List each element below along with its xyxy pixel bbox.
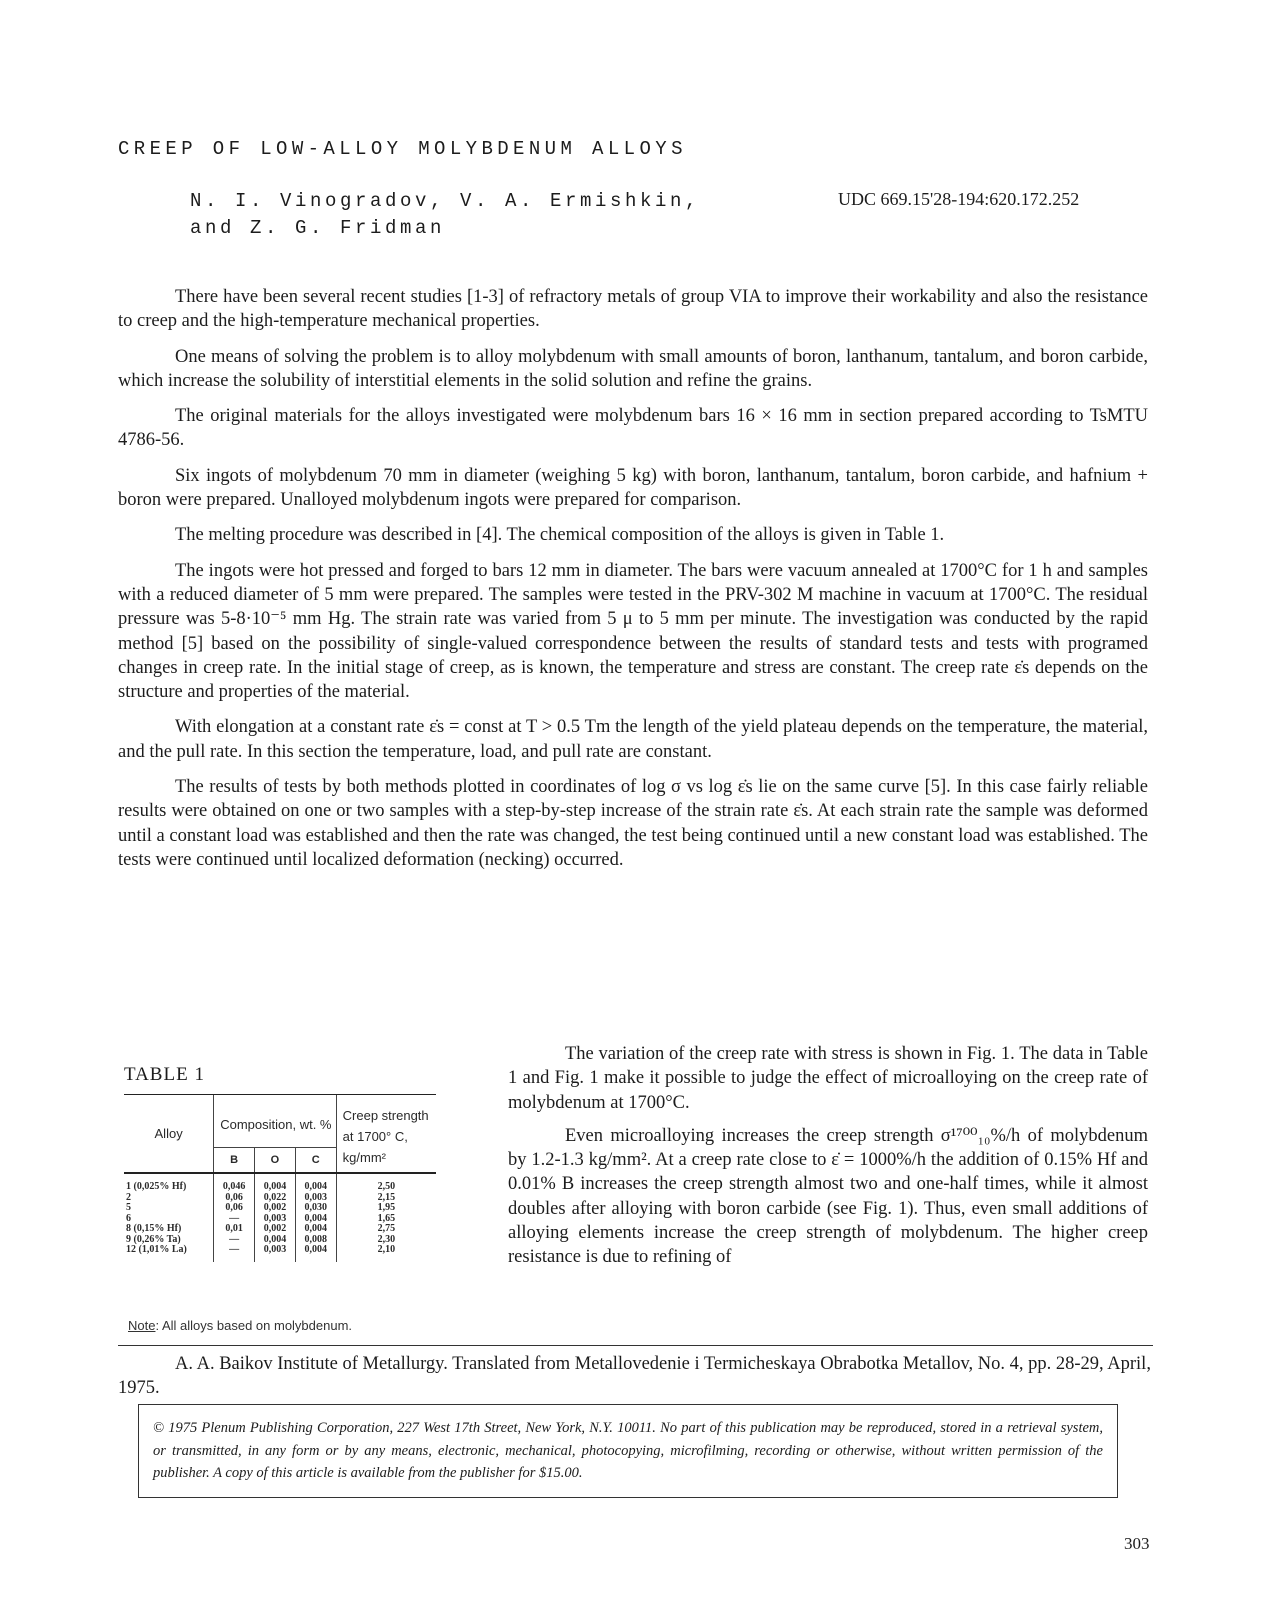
copyright-box: © 1975 Plenum Publishing Corporation, 227 West 17th Street, New York, N.Y. 10011. No part of this publication may be reproduced, stored in a retrieval system, or transmitted, in any form or by any means, electronic, mechanical, photocopying, microfilming, recording or otherwise, without written permission of the publisher. A copy of this article is available from the publisher for $15.00. [138, 1404, 1118, 1498]
cell-o: 0,002 [255, 1203, 296, 1214]
composition-table [124, 1094, 436, 1262]
paragraph: The ingots were hot pressed and forged to bars 12 mm in diameter. The bars were vacuum annealed at 1700°C for 1 h and samples with a reduced diameter of 5 mm were prepared. The samples were tested in the PRV-302 M machine in vacuum at 1700°C. The residual pressure was 5-8·10⁻⁵ mm Hg. The strain rate was varied from 5 μ to 5 mm per minute. The investigation was conducted by the rapid method [5] based on the possibility of single-valued correspondence between the results of standard tests and tests with programed changes in creep rate. In the initial stage of creep, as is known, the temperature and stress are constant. The creep rate ε̇s depends on the structure and properties of the material. [118, 560, 1148, 703]
authors-line-1: N. I. Vinogradov, V. A. Ermishkin, [190, 190, 701, 212]
cell-o: 0,022 [255, 1193, 296, 1204]
paragraph: The variation of the creep rate with stress is shown in Fig. 1. The data in Table 1 and Fig. 1 make it possible to judge the effect of microalloying on the creep rate of molybdenum at 1700°C. [508, 1044, 1148, 1113]
paragraph: The original materials for the alloys investigated were molybdenum bars 16 × 16 mm in section prepared according to TsMTU 4786-56. [118, 406, 1148, 451]
cell-creep: 2,10 [336, 1245, 436, 1262]
page-number: 303 [1124, 1534, 1150, 1553]
header-composition: Composition, wt. % [214, 1095, 336, 1148]
table-row [124, 1245, 436, 1262]
cell-alloy: 12 (1,01% La) [126, 1244, 187, 1255]
footnote-rule [118, 1345, 1153, 1346]
cell-creep: 2,75 [336, 1224, 436, 1235]
cell-c: 0,008 [295, 1235, 336, 1246]
cell-creep: 2,50 [336, 1173, 436, 1193]
paragraph: Even microalloying increases the creep strength σ¹⁷⁰⁰₁₀%/h of molybdenum by 1.2-1.3 kg/mm². At a creep rate close to ε̇ = 1000%/h the addition of 0.15% Hf and 0.01% B increases the creep strength almost two and one-half times, while it almost doubles after alloying with boron carbide (see Fig. 1). Thus, even small additions of alloying elements increase the creep strength of molybdenum. The higher creep resistance is due to refining of [508, 1125, 1148, 1268]
cell-alloy: 5 [126, 1202, 131, 1213]
right-column-text [508, 1042, 1148, 1279]
header-c: C [295, 1148, 336, 1174]
body-text [118, 285, 1148, 872]
table-row [124, 1173, 436, 1193]
paper-title: CREEP OF LOW-ALLOY MOLYBDENUM ALLOYS [118, 138, 687, 160]
paragraph: One means of solving the problem is to alloy molybdenum with small amounts of boron, lanthanum, tantalum, and boron carbide, which increase the solubility of interstitial elements in the solid solution and refine the grains. [118, 346, 1148, 391]
cell-c: 0,004 [295, 1245, 336, 1262]
cell-b: 0,01 [214, 1224, 255, 1235]
paragraph: Six ingots of molybdenum 70 mm in diameter (weighing 5 kg) with boron, lanthanum, tantalum, boron carbide, and hafnium + boron were prepared. Unalloyed molybdenum ingots were prepared for comparison. [118, 465, 1148, 511]
header-o: O [255, 1148, 296, 1174]
paragraph: The melting procedure was described in [4]. The chemical composition of the alloys is given in Table 1. [175, 525, 945, 546]
paragraph: The results of tests by both methods plotted in coordinates of log σ vs log ε̇s lie on the same curve [5]. In this case fairly reliable results were obtained on one or two samples with a step-by-step increase of the strain rate ε̇s. At each strain rate the sample was deformed until a constant load was established and then the rate was changed, the test being continued until a new constant load was established. The tests were continued until localized deformation (necking) occurred. [118, 777, 1148, 870]
table-row [124, 1203, 436, 1214]
cell-creep: 1,95 [336, 1203, 436, 1214]
cell-b: — [214, 1235, 255, 1246]
cell-c: 0,030 [295, 1203, 336, 1214]
cell-b: 0,046 [214, 1173, 255, 1193]
cell-o: 0,004 [255, 1173, 296, 1193]
cell-b: 0,06 [214, 1193, 255, 1204]
cell-o: 0,003 [255, 1245, 296, 1262]
note-text: : All alloys based on molybdenum. [155, 1318, 353, 1333]
header-b: B [214, 1148, 255, 1174]
cell-alloy: 6 [126, 1212, 131, 1224]
udc-code: UDC 669.15'28-194:620.172.252 [838, 189, 1080, 209]
paragraph: With elongation at a constant rate ε̇s = const at T > 0.5 Tm the length of the yield plateau depends on the temperature, the material, and the pull rate. In this section the temperature, load, and pull rate are constant. [118, 717, 1148, 762]
cell-o: 0,003 [255, 1214, 296, 1225]
cell-o: 0,002 [255, 1224, 296, 1235]
table-note [128, 1318, 352, 1333]
cell-creep: 2,15 [336, 1193, 436, 1204]
paragraph: There have been several recent studies [1-3] of refractory metals of group VIA to improve their workability and also the resistance to creep and the high-temperature mechanical properties. [118, 287, 1148, 332]
cell-c: 0,003 [295, 1193, 336, 1204]
cell-alloy: 2 [126, 1191, 131, 1203]
cell-o: 0,004 [255, 1235, 296, 1246]
note-label: Note [128, 1318, 156, 1333]
cell-c: 0,004 [295, 1224, 336, 1235]
table-row [124, 1224, 436, 1235]
cell-b: — [214, 1214, 255, 1225]
header-alloy: Alloy [124, 1095, 214, 1174]
header-creep-strength: Creep strength at 1700° C, kg/mm² [336, 1095, 436, 1174]
cell-c: 0,004 [295, 1173, 336, 1193]
affiliation-text: A. A. Baikov Institute of Metallurgy. Translated from Metallovedenie i Termicheskaya Obrabotka Metallov, No. 4, pp. 28-29, April, 1975. [118, 1354, 1151, 1398]
cell-c: 0,004 [295, 1214, 336, 1225]
cell-b: — [214, 1245, 255, 1262]
cell-creep: 2,30 [336, 1235, 436, 1246]
table-label: TABLE 1 [124, 1064, 205, 1085]
cell-alloy: 9 (0,26% Ta) [126, 1233, 181, 1245]
cell-alloy: 8 (0,15% Hf) [126, 1223, 182, 1234]
cell-b: 0,06 [214, 1203, 255, 1214]
cell-creep: 1,65 [336, 1214, 436, 1225]
affiliation-footnote [118, 1352, 1153, 1400]
author-list [190, 188, 700, 242]
authors-line-2: and Z. G. Fridman [190, 217, 446, 239]
cell-alloy: 1 (0,025% Hf) [126, 1181, 187, 1192]
